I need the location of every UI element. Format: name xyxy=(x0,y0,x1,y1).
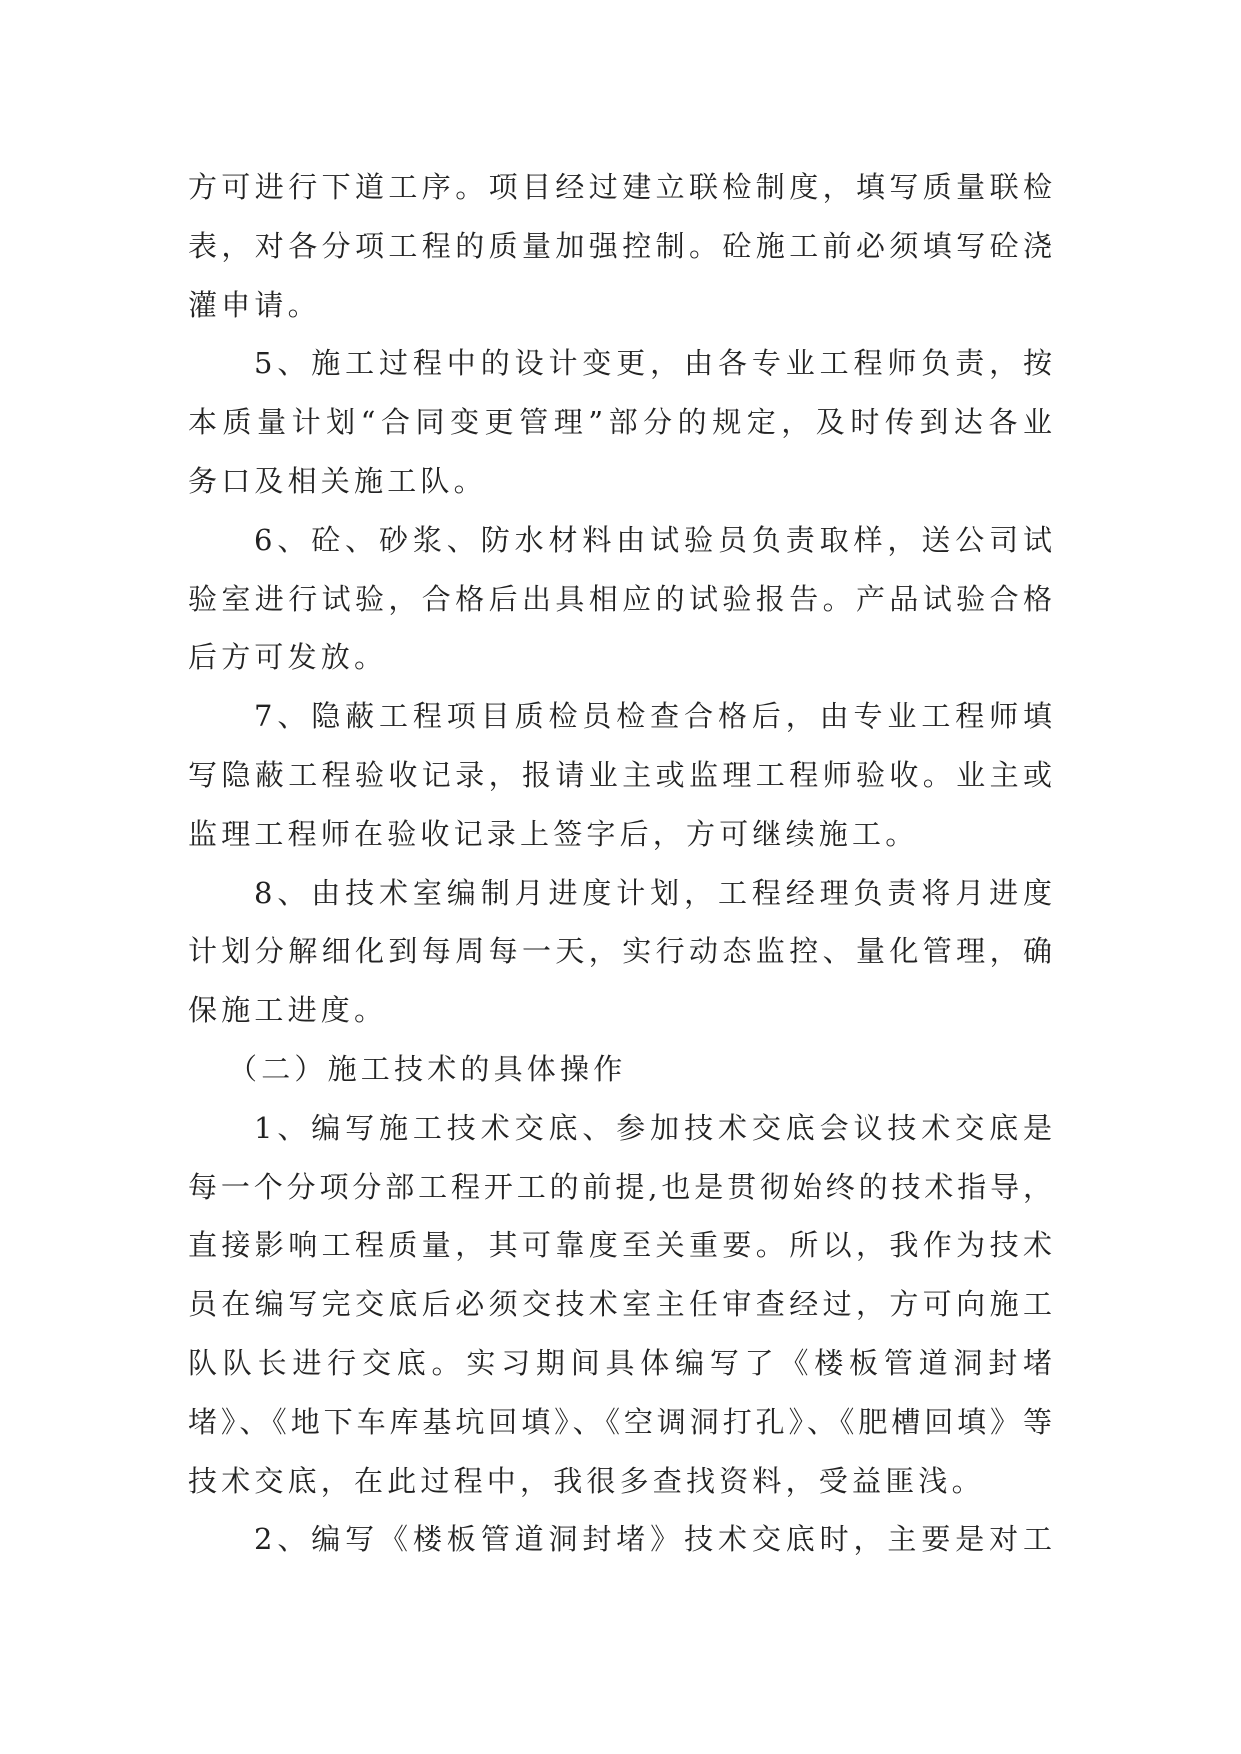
document-body xyxy=(188,158,1052,1569)
paragraph-line: 计划分解细化到每周每一天，实行动态监控、量化管理，确 xyxy=(188,934,1052,969)
paragraph-line: 7、隐蔽工程项目质检员检查合格后，由专业工程师填 xyxy=(254,699,1052,734)
paragraph-line: 队队长进行交底。实习期间具体编写了《楼板管道洞封堵 xyxy=(188,1345,1052,1380)
paragraph-line: 每一个分项分部工程开工的前提,也是贯彻始终的技术指导， xyxy=(188,1169,1052,1204)
paragraph-line: 保施工进度。 xyxy=(188,993,388,1028)
paragraph xyxy=(188,687,1052,863)
paragraph-line: 6、砼、砂浆、防水材料由试验员负责取样，送公司试 xyxy=(254,522,1052,557)
paragraph-line: 监理工程师在验收记录上签字后，方可继续施工。 xyxy=(188,816,919,851)
paragraph-line: 方可进行下道工序。项目经过建立联检制度，填写质量联检 xyxy=(188,170,1052,204)
paragraph-line: 本质量计划“合同变更管理”部分的规定，及时传到达各业 xyxy=(188,405,1052,440)
paragraph-line: 灌申请。 xyxy=(188,287,321,322)
paragraph xyxy=(188,1099,1052,1511)
paragraph xyxy=(188,1510,1052,1569)
paragraph xyxy=(188,511,1052,687)
paragraph-line: 1、编写施工技术交底、参加技术交底会议技术交底是 xyxy=(254,1110,1052,1145)
paragraph-line: 后方可发放。 xyxy=(188,640,388,675)
paragraph-line: 2、编写《楼板管道洞封堵》技术交底时，主要是对工 xyxy=(254,1522,1052,1557)
paragraph xyxy=(188,334,1052,510)
paragraph xyxy=(188,864,1052,1040)
paragraph-line: 表，对各分项工程的质量加强控制。砼施工前必须填写砼浇 xyxy=(188,228,1052,263)
paragraph-line: 8、由技术室编制月进度计划，工程经理负责将月进度 xyxy=(254,875,1052,910)
paragraph-line: 写隐蔽工程验收记录，报请业主或监理工程师验收。业主或 xyxy=(188,757,1052,792)
paragraph xyxy=(188,158,1052,334)
paragraph-line: 务口及相关施工队。 xyxy=(188,463,487,498)
paragraph-line: 直接影响工程质量，其可靠度至关重要。所以，我作为技术 xyxy=(188,1228,1052,1263)
paragraph-line: 员在编写完交底后必须交技术室主任审查经过，方可向施工 xyxy=(188,1287,1052,1322)
section-heading: （二）施工技术的具体操作 xyxy=(228,1051,627,1086)
paragraph-line: 堵》、《地下车库基坑回填》、《空调洞打孔》、《肥槽回填》等 xyxy=(188,1404,1052,1439)
paragraph-line: 技术交底，在此过程中，我很多查找资料，受益匪浅。 xyxy=(188,1463,985,1498)
paragraph-line: 5、施工过程中的设计变更，由各专业工程师负责，按 xyxy=(254,346,1052,381)
paragraph-line: 验室进行试验，合格后出具相应的试验报告。产品试验合格 xyxy=(188,581,1052,616)
